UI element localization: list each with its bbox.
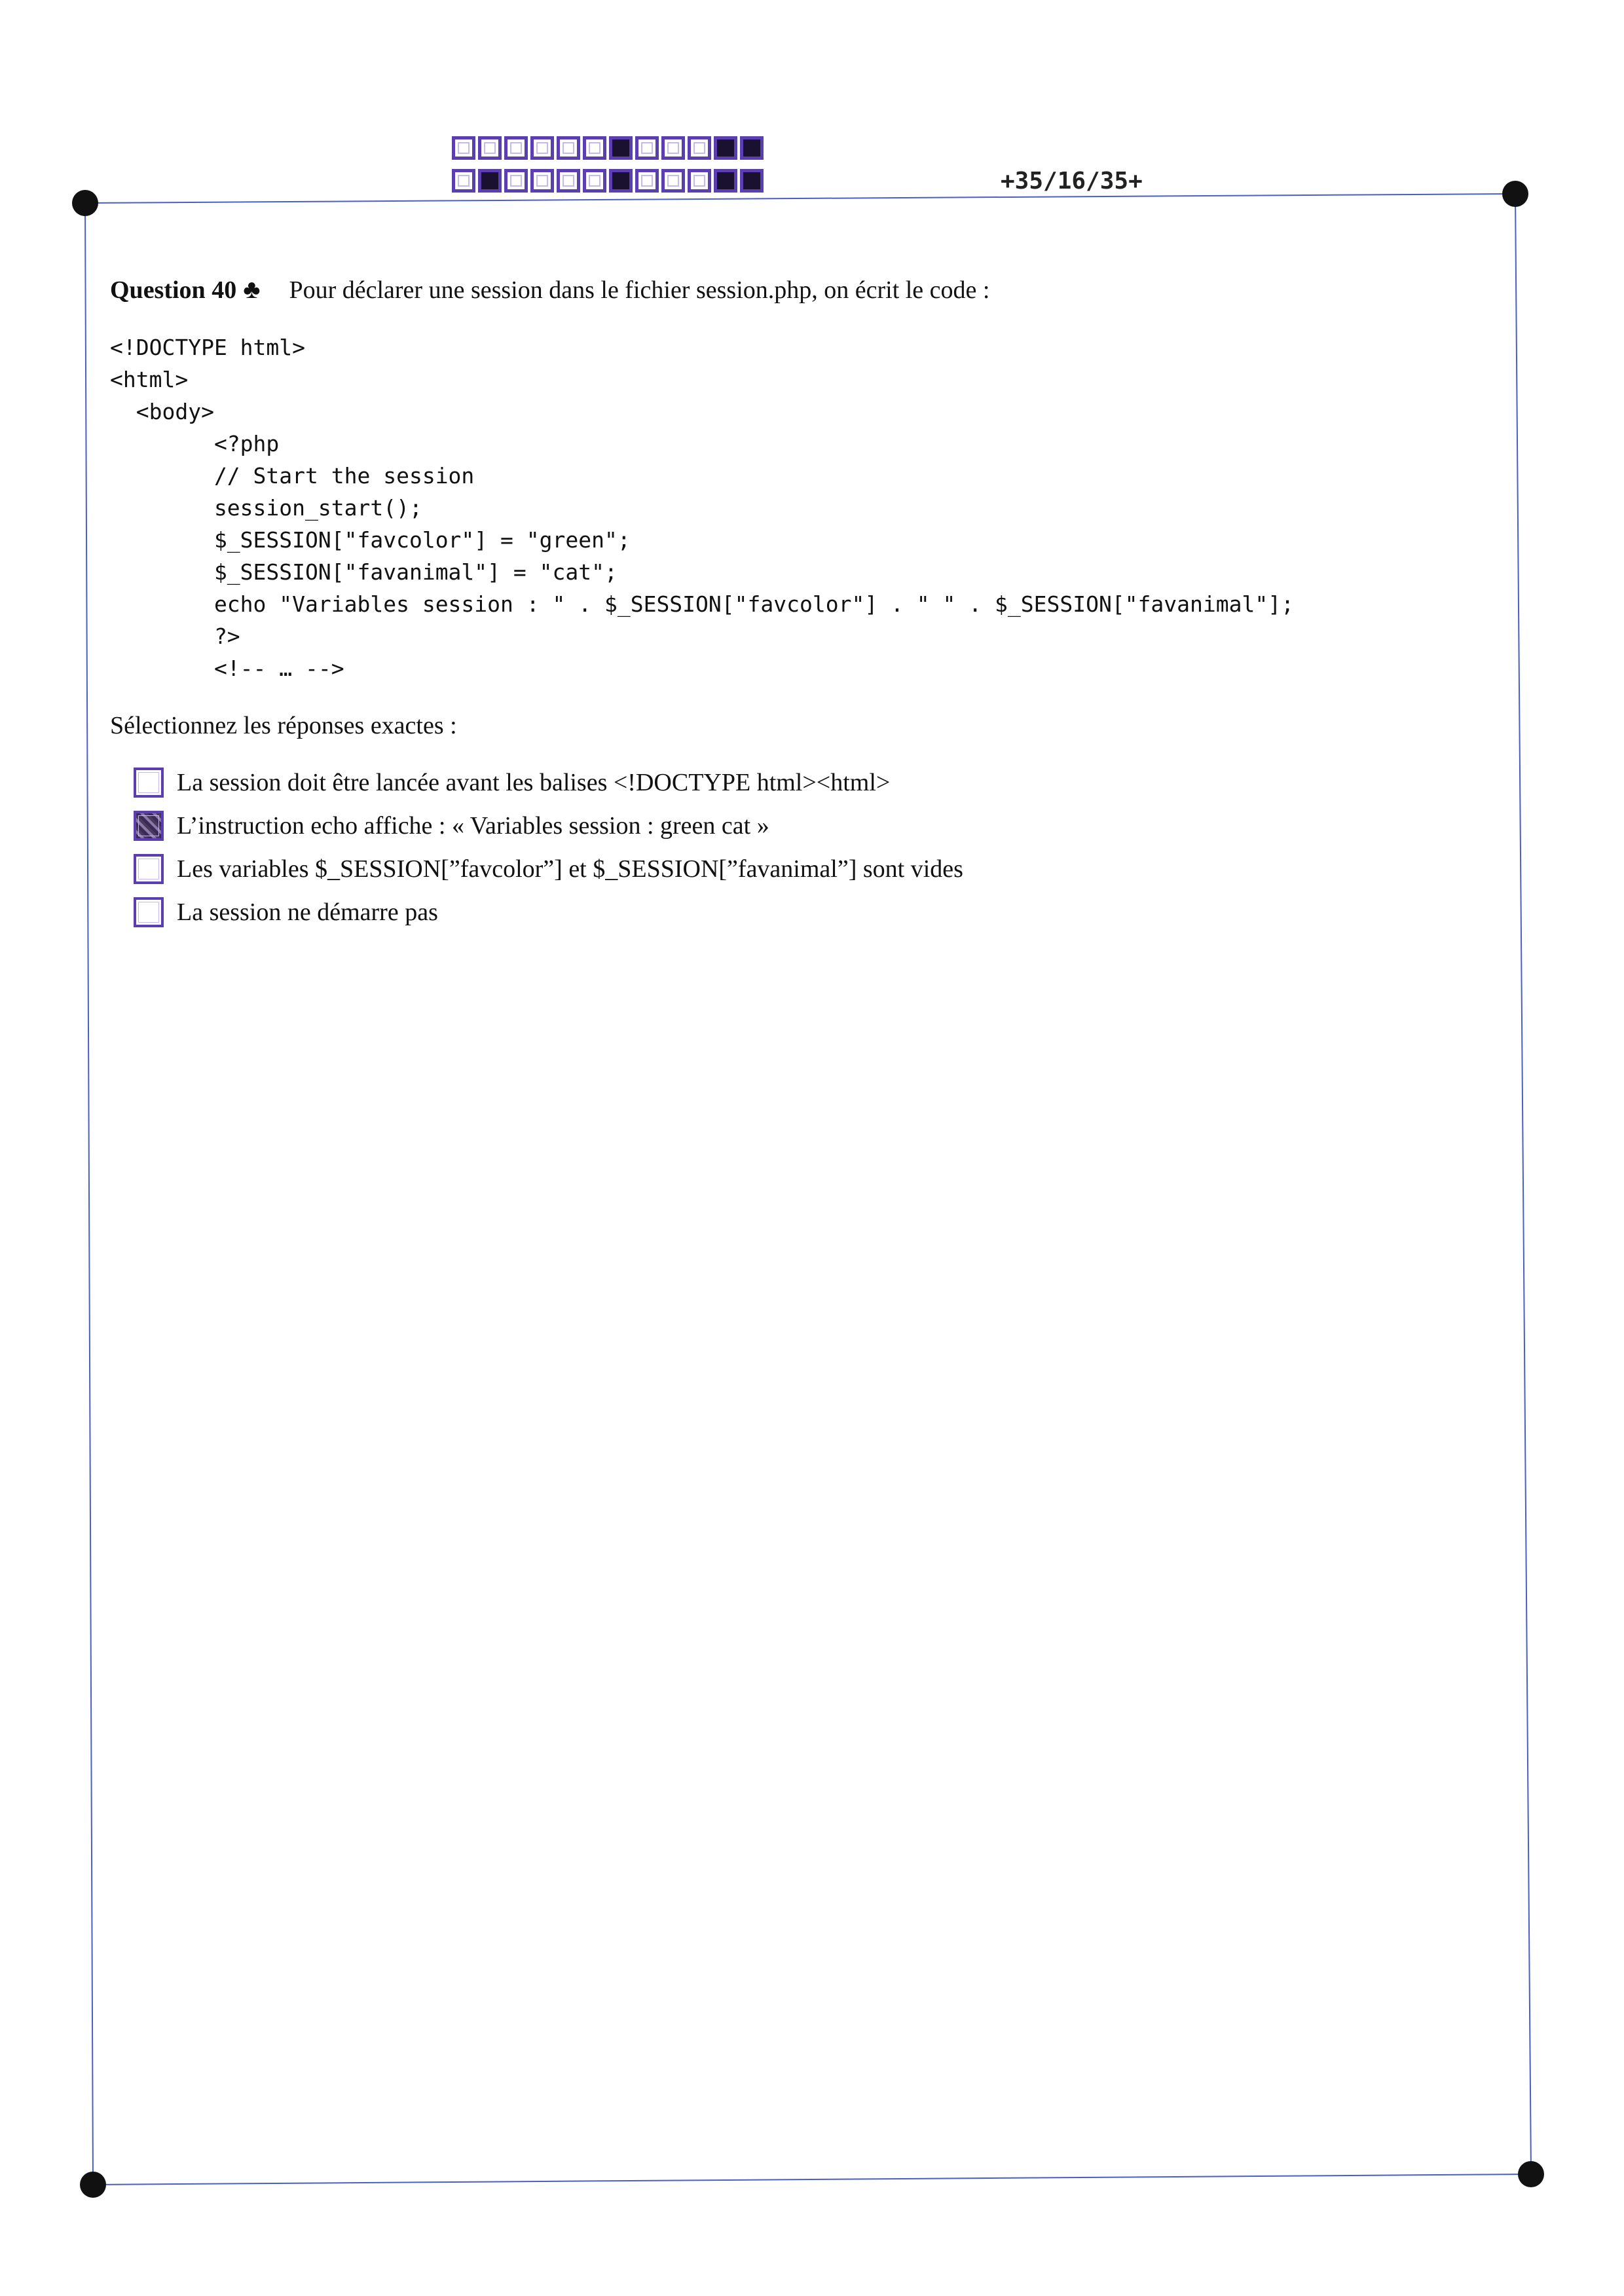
answer-checkbox[interactable] [134, 854, 164, 884]
answer-text: Les variables $_SESSION[”favcolor”] et $_SESSION[”favanimal”] sont vides [177, 855, 963, 883]
question-text: Pour déclarer une session dans le fichier session.php, on écrit le code : [289, 276, 990, 304]
code-bar-cell [557, 136, 580, 160]
frame-right-line [1515, 194, 1531, 2174]
code-bar-cell [661, 169, 685, 193]
page-code-bar-row-2 [452, 169, 766, 193]
code-line: ?> [110, 623, 240, 649]
corner-mark-top-left [72, 190, 98, 216]
code-bar-cell [688, 169, 711, 193]
code-bar-cell [478, 136, 502, 160]
code-bar-cell [530, 169, 554, 193]
answer-checkbox-checked[interactable] [134, 811, 164, 841]
answer-text: L’instruction echo affiche : « Variables session : green cat » [177, 812, 769, 840]
code-line: <!DOCTYPE html> [110, 335, 306, 360]
code-bar-cell [504, 169, 528, 193]
code-bar-cell [714, 169, 737, 193]
code-bar-cell [714, 136, 737, 160]
code-bar-cell [452, 136, 475, 160]
code-line: <!-- … --> [110, 656, 344, 681]
corner-mark-top-right [1502, 181, 1528, 207]
question-label: Question 40 [110, 276, 237, 304]
code-bar-cell [583, 136, 606, 160]
code-bar-cell [478, 169, 502, 193]
code-line: $_SESSION["favcolor"] = "green"; [110, 527, 631, 553]
page-identifier: +35/16/35+ [1001, 168, 1143, 194]
answer-checkbox[interactable] [134, 768, 164, 798]
code-bar-cell [530, 136, 554, 160]
code-bar-cell [504, 136, 528, 160]
code-line: // Start the session [110, 463, 475, 489]
club-icon: ♣ [243, 274, 261, 304]
code-bar-cell [688, 136, 711, 160]
frame-left-line [85, 203, 93, 2185]
code-bar-cell [740, 136, 764, 160]
code-line: <?php [110, 431, 280, 456]
code-bar-cell [557, 169, 580, 193]
answer-option[interactable] [134, 847, 963, 891]
frame-bottom-line [93, 2174, 1531, 2185]
code-line: <body> [110, 399, 214, 424]
question-header [110, 274, 989, 306]
code-bar-cell [740, 169, 764, 193]
code-bar-cell [635, 169, 659, 193]
page-code-bar-row-1 [452, 136, 766, 160]
code-block [110, 331, 1294, 684]
code-line: <html> [110, 367, 189, 392]
code-bar-cell [635, 136, 659, 160]
code-line: $_SESSION["favanimal"] = "cat"; [110, 559, 618, 585]
answer-option[interactable] [134, 804, 963, 847]
frame-top-line [85, 194, 1515, 203]
code-bar-cell [609, 136, 633, 160]
answer-list [134, 761, 963, 934]
corner-mark-bottom-right [1518, 2161, 1544, 2187]
answer-option[interactable] [134, 761, 963, 804]
code-bar-cell [583, 169, 606, 193]
code-bar-cell [452, 169, 475, 193]
answer-text: La session doit être lancée avant les balises <!DOCTYPE html><html> [177, 769, 891, 796]
code-line: echo "Variables session : " . $_SESSION["favcolor"] . " " . $_SESSION["favanimal"]; [110, 591, 1294, 617]
answer-text: La session ne démarre pas [177, 898, 438, 926]
corner-mark-bottom-left [80, 2172, 106, 2198]
code-bar-cell [609, 169, 633, 193]
code-line: session_start(); [110, 495, 422, 521]
answer-prompt: Sélectionnez les réponses exactes : [110, 712, 457, 739]
code-bar-cell [661, 136, 685, 160]
answer-checkbox[interactable] [134, 897, 164, 927]
answer-option[interactable] [134, 891, 963, 934]
